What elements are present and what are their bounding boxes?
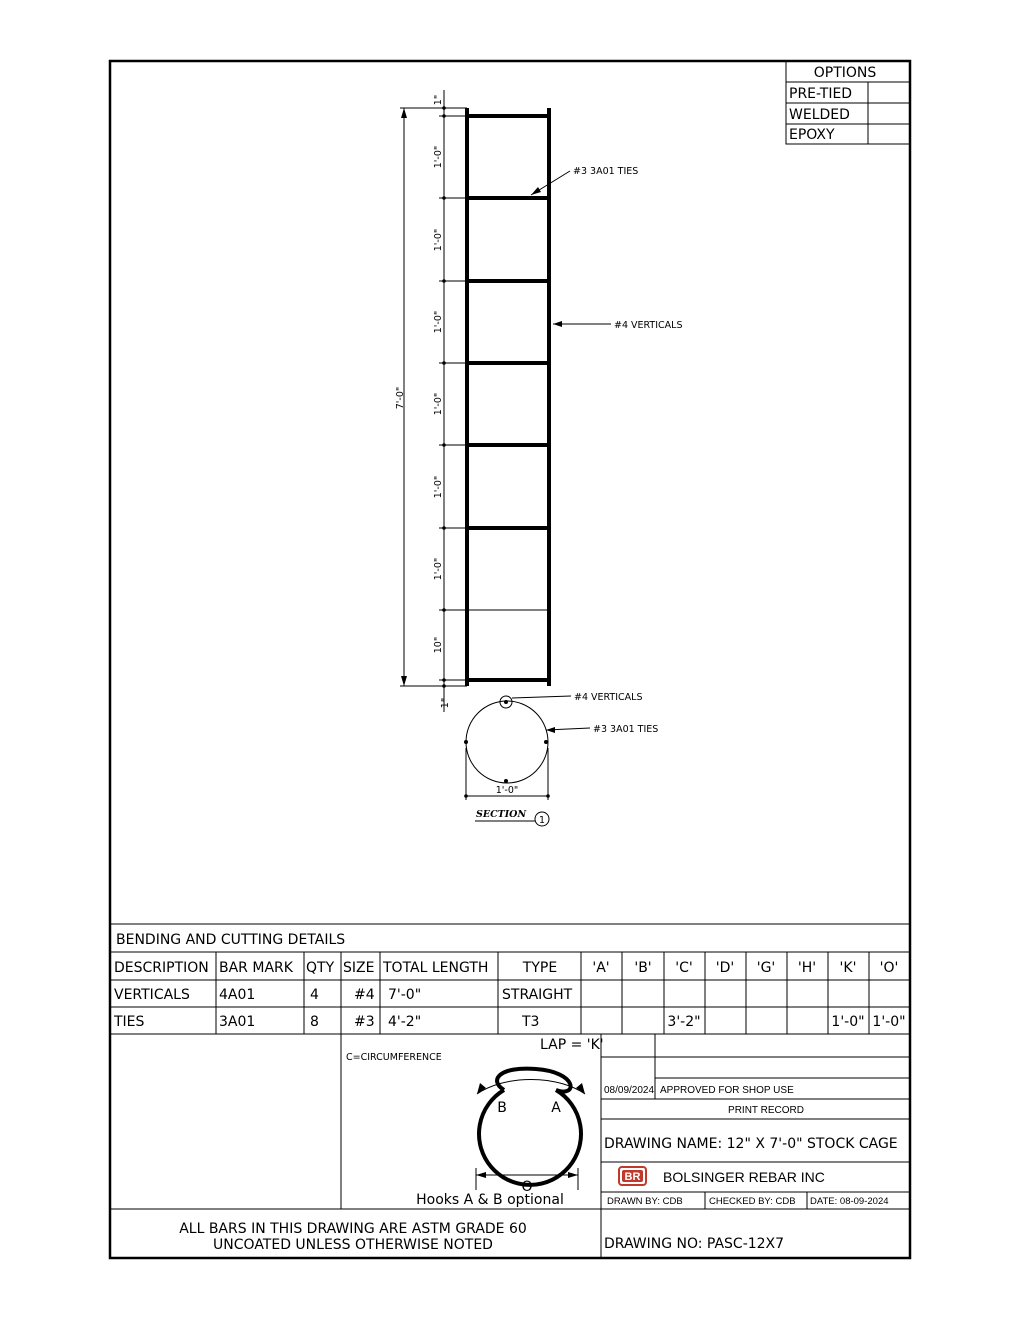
td-r2-k: 1'-0" bbox=[831, 1014, 865, 1030]
drawing-number: DRAWING NO: PASC-12X7 bbox=[604, 1236, 785, 1252]
section-ties-label: #3 3A01 TIES bbox=[593, 724, 659, 735]
company-logo bbox=[619, 1167, 646, 1185]
th-bar-mark: BAR MARK bbox=[219, 960, 293, 976]
th-k: 'K' bbox=[839, 960, 857, 976]
seg-dim-bottom: 1" bbox=[440, 697, 451, 709]
print-record: PRINT RECORD bbox=[728, 1105, 804, 1116]
seg-dim-7: 10" bbox=[433, 636, 444, 654]
section-diameter: 1'-0" bbox=[495, 785, 519, 796]
drawn-by: DRAWN BY: CDB bbox=[607, 1196, 683, 1207]
hook-a-label: A bbox=[551, 1100, 561, 1116]
seg-dim-3: 1'-0" bbox=[433, 310, 444, 334]
th-b: 'B' bbox=[634, 960, 652, 976]
td-r1-description: VERTICALS bbox=[114, 987, 190, 1003]
seg-dim-1: 1'-0" bbox=[433, 145, 444, 169]
th-description: DESCRIPTION bbox=[114, 960, 209, 976]
approved-date: 08/09/2024 bbox=[604, 1085, 655, 1096]
bending-table bbox=[110, 924, 910, 1034]
tie-bend-detail bbox=[346, 1037, 604, 1208]
td-r2-c: 3'-2" bbox=[667, 1014, 701, 1030]
td-r2-bar-mark: 3A01 bbox=[219, 1014, 256, 1030]
overall-height-dim: 7'-0" bbox=[395, 386, 406, 410]
seg-dim-6: 1'-0" bbox=[433, 557, 444, 581]
th-g: 'G' bbox=[756, 960, 776, 976]
option-pre-tied: PRE-TIED bbox=[789, 86, 853, 102]
options-title: OPTIONS bbox=[813, 65, 877, 81]
section-verticals-label: #4 VERTICALS bbox=[574, 692, 643, 703]
th-size: SIZE bbox=[343, 960, 375, 976]
title-block bbox=[601, 1034, 910, 1252]
seg-dim-4: 1'-0" bbox=[433, 392, 444, 416]
th-c: 'C' bbox=[675, 960, 693, 976]
th-total-length: TOTAL LENGTH bbox=[383, 960, 489, 976]
td-r2-description: TIES bbox=[114, 1014, 145, 1030]
section-title: SECTION bbox=[476, 809, 527, 820]
seg-dim-2: 1'-0" bbox=[433, 228, 444, 252]
th-a: 'A' bbox=[592, 960, 610, 976]
cage-elevation bbox=[395, 90, 683, 712]
cage-section bbox=[464, 692, 658, 826]
diameter-label: O bbox=[521, 1179, 533, 1195]
option-welded: WELDED bbox=[789, 107, 850, 123]
td-r2-qty: 8 bbox=[310, 1014, 319, 1030]
td-r1-size: #4 bbox=[354, 987, 375, 1003]
td-r1-bar-mark: 4A01 bbox=[219, 987, 256, 1003]
ties-label: #3 3A01 TIES bbox=[573, 166, 639, 177]
note-line-2: UNCOATED UNLESS OTHERWISE NOTED bbox=[213, 1237, 493, 1253]
option-epoxy: EPOXY bbox=[789, 127, 835, 143]
hooks-note: Hooks A & B optional bbox=[416, 1192, 564, 1208]
drawing-date: DATE: 08-09-2024 bbox=[810, 1196, 889, 1207]
td-r2-o: 1'-0" bbox=[872, 1014, 906, 1030]
seg-dim-5: 1'-0" bbox=[433, 475, 444, 499]
td-r1-length: 7'-0" bbox=[388, 987, 422, 1003]
options-box bbox=[786, 61, 910, 144]
note-line-1: ALL BARS IN THIS DRAWING ARE ASTM GRADE 60 bbox=[179, 1221, 527, 1237]
th-qty: QTY bbox=[306, 960, 335, 976]
table-title: BENDING AND CUTTING DETAILS bbox=[116, 932, 346, 948]
td-r2-type: T3 bbox=[522, 1014, 540, 1030]
td-r2-length: 4'-2" bbox=[388, 1014, 422, 1030]
th-o: 'O' bbox=[879, 960, 899, 976]
th-d: 'D' bbox=[715, 960, 735, 976]
approved-text: APPROVED FOR SHOP USE bbox=[660, 1085, 794, 1096]
td-r1-type: STRAIGHT bbox=[502, 987, 573, 1003]
general-notes bbox=[179, 1221, 527, 1253]
td-r2-size: #3 bbox=[354, 1014, 375, 1030]
section-tie-circle bbox=[466, 701, 548, 783]
th-type: TYPE bbox=[522, 960, 558, 976]
td-r1-qty: 4 bbox=[310, 987, 319, 1003]
lap-label: LAP = 'K' bbox=[540, 1037, 604, 1053]
section-number: 1 bbox=[538, 815, 546, 826]
checked-by: CHECKED BY: CDB bbox=[709, 1196, 796, 1207]
verticals-label: #4 VERTICALS bbox=[614, 320, 683, 331]
company-name: BOLSINGER REBAR INC bbox=[663, 1169, 825, 1185]
svg-text:BR: BR bbox=[624, 1171, 641, 1183]
circumference-note: C=CIRCUMFERENCE bbox=[346, 1052, 442, 1063]
drawing-name: DRAWING NAME: 12" X 7'-0" STOCK CAGE bbox=[604, 1136, 898, 1152]
th-h: 'H' bbox=[797, 960, 817, 976]
hook-b-label: B bbox=[497, 1100, 507, 1116]
seg-dim-top: 1" bbox=[433, 94, 444, 106]
